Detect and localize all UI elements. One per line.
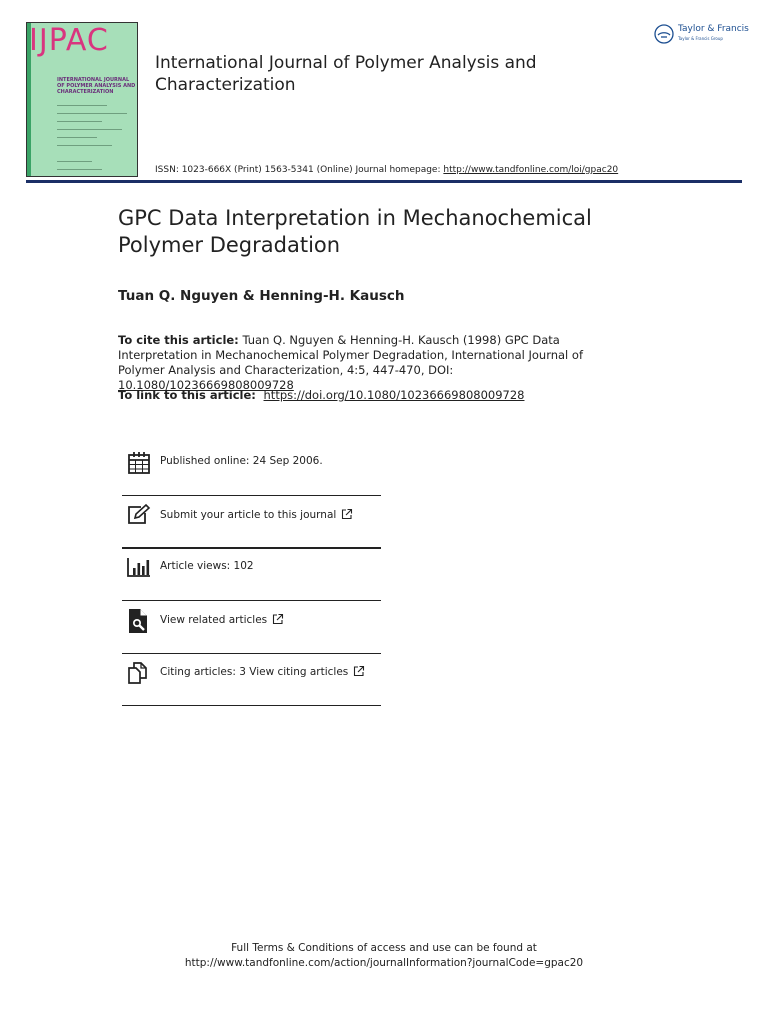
external-link-icon [353,665,365,677]
citing-articles-label: Citing articles: 3 View citing articles [160,666,349,678]
related-articles-text [160,613,284,626]
cite-text: Tuan Q. Nguyen & Henning-H. Kausch (1998) GPC Data Interpretation in Mechanochemical Polymer Degradation, International Journal of Polymer Analysis and Characterization, 4:5, 447-470, DOI: [118,333,583,377]
cover-line [57,169,102,170]
citation-block [118,333,628,393]
divider [122,705,381,706]
divider [122,547,381,549]
edit-icon [126,503,152,529]
cover-line [57,105,107,106]
cover-line [57,161,92,162]
header-rule [26,180,742,183]
divider [122,495,381,496]
external-link-icon [272,613,284,625]
publisher-group: Taylor & Francis Group [678,36,723,41]
article-title: GPC Data Interpretation in Mechanochemical Polymer Degradation [118,206,592,257]
bar-chart-icon [126,555,152,581]
citing-articles-link[interactable] [126,660,382,688]
document-search-icon [126,608,152,634]
article-views-item [126,555,382,583]
submit-article-text [160,508,353,521]
citing-articles-text [160,665,365,678]
related-articles-label: View related articles [160,614,268,626]
publisher-logo[interactable] [654,22,750,48]
divider [122,600,381,601]
cover-line [57,129,122,130]
journal-homepage-link[interactable]: http://www.tandfonline.com/loi/gpac20 [443,165,619,175]
cite-label: To cite this article: [118,333,239,347]
cover-line [57,145,112,146]
issn-line [155,165,618,175]
submit-article-label: Submit your article to this journal [160,509,337,521]
cover-line [57,137,97,138]
article-views-text: Article views: 102 [160,560,254,572]
link-label: To link to this article: [118,388,256,402]
cover-line [57,121,102,122]
footer [0,941,768,971]
cover-logo: IJPAC [29,23,109,58]
article-link-block [118,388,524,402]
external-link-icon [341,508,353,520]
article-doi-url[interactable]: https://doi.org/10.1080/10236669808009728 [263,388,525,402]
related-articles-link[interactable] [126,608,382,636]
publisher-name: Taylor & Francis [678,24,749,34]
calendar-icon [126,450,152,476]
divider [122,653,381,654]
footer-terms-text: Full Terms & Conditions of access and use can be found at [231,942,537,954]
copy-documents-icon [126,660,152,686]
article-authors: Tuan Q. Nguyen & Henning-H. Kausch [118,288,405,304]
journal-cover [26,22,138,177]
issn-text: ISSN: 1023-666X (Print) 1563-5341 (Online) Journal homepage: [155,165,441,175]
published-online-item [126,450,382,478]
published-online-text: Published online: 24 Sep 2006. [160,455,323,467]
publisher-lamp-icon [654,24,674,44]
journal-title: International Journal of Polymer Analysis and Characterization [155,53,537,95]
footer-terms-url[interactable]: http://www.tandfonline.com/action/journalInformation?journalCode=gpac20 [184,957,584,969]
doi-link[interactable]: 10.1080/10236669808009728 [118,378,294,392]
cover-line [57,113,127,114]
cover-journal-name: INTERNATIONAL JOURNAL OF POLYMER ANALYSIS AND CHARACTERIZATION [57,77,136,95]
submit-article-link[interactable] [126,503,382,531]
